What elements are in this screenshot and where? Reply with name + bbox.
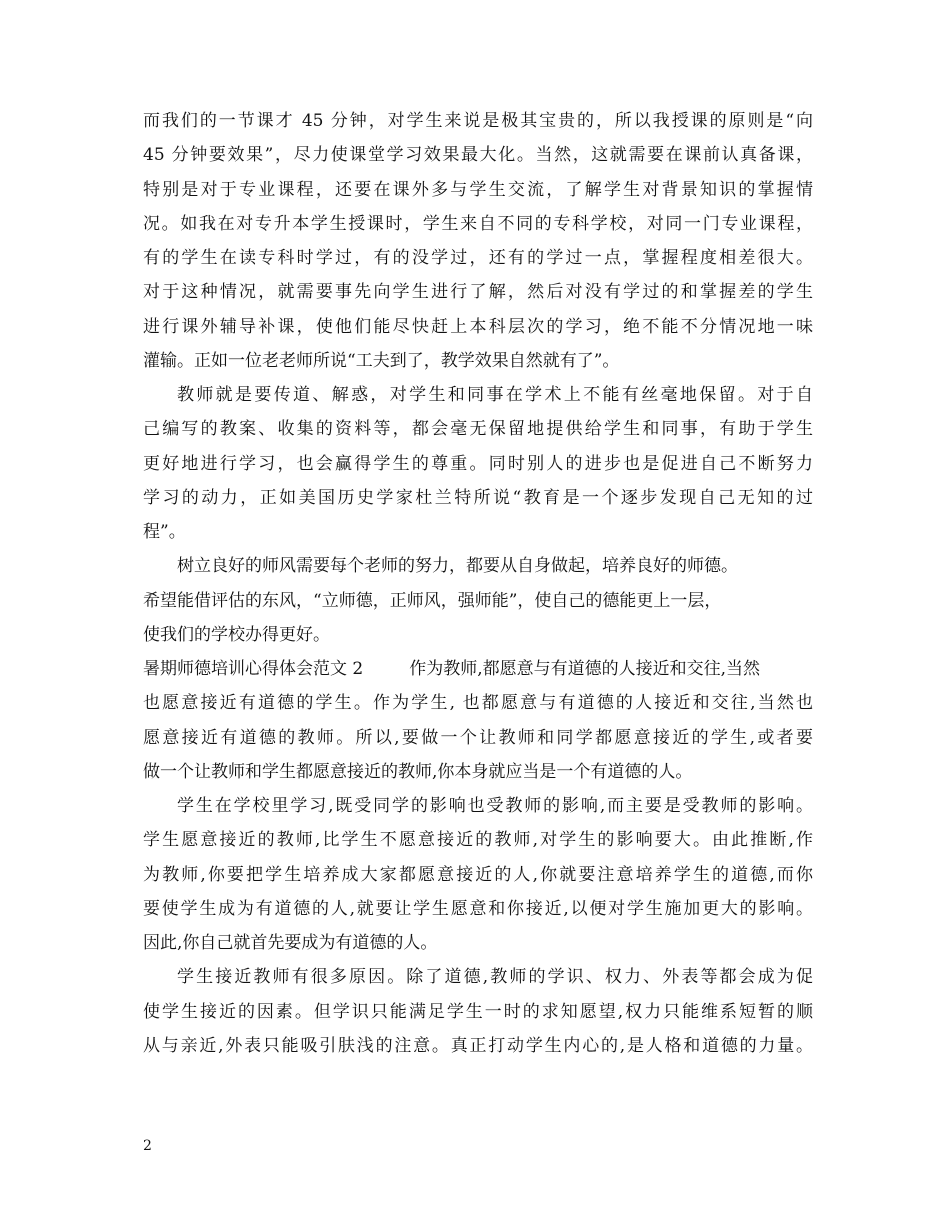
section-title: 暑期师德培训心得体会范文 2 (143, 659, 364, 679)
paragraph (143, 960, 813, 1063)
text-line: 学生在学校里学习,既受同学的影响也受教师的影响,而主要是受教师的影响。 (177, 796, 813, 816)
text-line: 程”。 (143, 522, 186, 542)
text-line: 使我们的学校办得更好。 (143, 624, 330, 645)
section (143, 652, 813, 789)
text-line: 使学生接近的因素。但学识只能满足学生一时的求知愿望,权力只能维系短暂的顺 (143, 1001, 813, 1022)
text-line: 特别是对于专业课程，还要在课外多与学生交流，了解学生对背景知识的掌握情 (143, 179, 813, 200)
text-line: 为教师,你要把学生培养成大家都愿意接近的人,你就要注意培养学生的道德,而你 (143, 864, 813, 885)
text-line: 进行课外辅导补课，使他们能尽快赶上本科层次的学习，绝不能不分情况地一味 (143, 316, 813, 337)
paragraph (143, 549, 813, 652)
text-line: 要使学生成为有道德的人,就要让学生愿意和你接近,以便对学生施加更大的影响。 (143, 898, 813, 919)
text-line: 从与亲近,外表只能吸引肤浅的注意。真正打动学生内心的,是人格和道德的力量。 (143, 1035, 813, 1056)
text-line: 愿意接近有道德的教师。所以,要做一个让教师和同学都愿意接近的学生,或者要 (143, 727, 813, 748)
text-line: 学生接近教师有很多原因。除了道德,教师的学识、权力、外表等都会成为促 (177, 967, 813, 988)
text-line: 对于这种情况，就需要事先向学生进行了解，然后对没有学过的和掌握差的学生 (143, 282, 813, 303)
text-line: 学习的动力，正如美国历史学家杜兰特所说“教育是一个逐步发现自己无知的过 (143, 487, 813, 508)
text-line: 况。如我在对专升本学生授课时，学生来自不同的专科学校，对同一门专业课程， (143, 213, 813, 234)
paragraph (143, 378, 813, 549)
page-number: 2 (143, 1138, 152, 1154)
text-line: 有的学生在读专科时学过，有的没学过，还有的学过一点，掌握程度相差很大。 (143, 248, 813, 268)
text-line: 己编写的教案、收集的资料等，都会毫无保留地提供给学生和同事，有助于学生 (143, 419, 813, 440)
text-line: 也愿意接近有道德的学生。作为学生, 也都愿意与有道德的人接近和交往,当然也 (143, 693, 813, 714)
text-line: 做一个让教师和学生都愿意接近的教师,你本身就应当是一个有道德的人。 (143, 761, 693, 782)
text-line: 灌输。正如一位老老师所说“工夫到了，教学效果自然就有了”。 (143, 350, 620, 371)
document-body (143, 104, 813, 1063)
section-heading-line (143, 652, 813, 686)
text-line: 因此,你自己就首先要成为有道德的人。 (143, 933, 438, 953)
paragraph (143, 789, 813, 960)
text-line: 更好地进行学习，也会赢得学生的尊重。同时别人的进步也是促进自己不断努力 (143, 453, 813, 474)
text-line: 树立良好的师风需要每个老师的努力，都要从自身做起，培养良好的师德。 (177, 556, 738, 577)
text-line: 45 分钟要效果”，尽力使课堂学习效果最大化。当然，这就需要在课前认真备课， (143, 145, 813, 166)
text-line: 而我们的一节课才 45 分钟，对学生来说是极其宝贵的，所以我授课的原则是“向 (143, 111, 813, 131)
section-first-line: 作为教师,都愿意与有道德的人接近和交往,当然 (409, 659, 761, 679)
paragraph (143, 104, 813, 378)
text-line: 学生愿意接近的教师,比学生不愿意接近的教师,对学生的影响要大。由此推断,作 (143, 830, 813, 851)
text-line: 教师就是要传道、解惑，对学生和同事在学术上不能有丝毫地保留。对于自 (177, 385, 813, 405)
text-line: 希望能借评估的东风，“立师德，正师风，强师能”，使自己的德能更上一层， (143, 590, 722, 611)
